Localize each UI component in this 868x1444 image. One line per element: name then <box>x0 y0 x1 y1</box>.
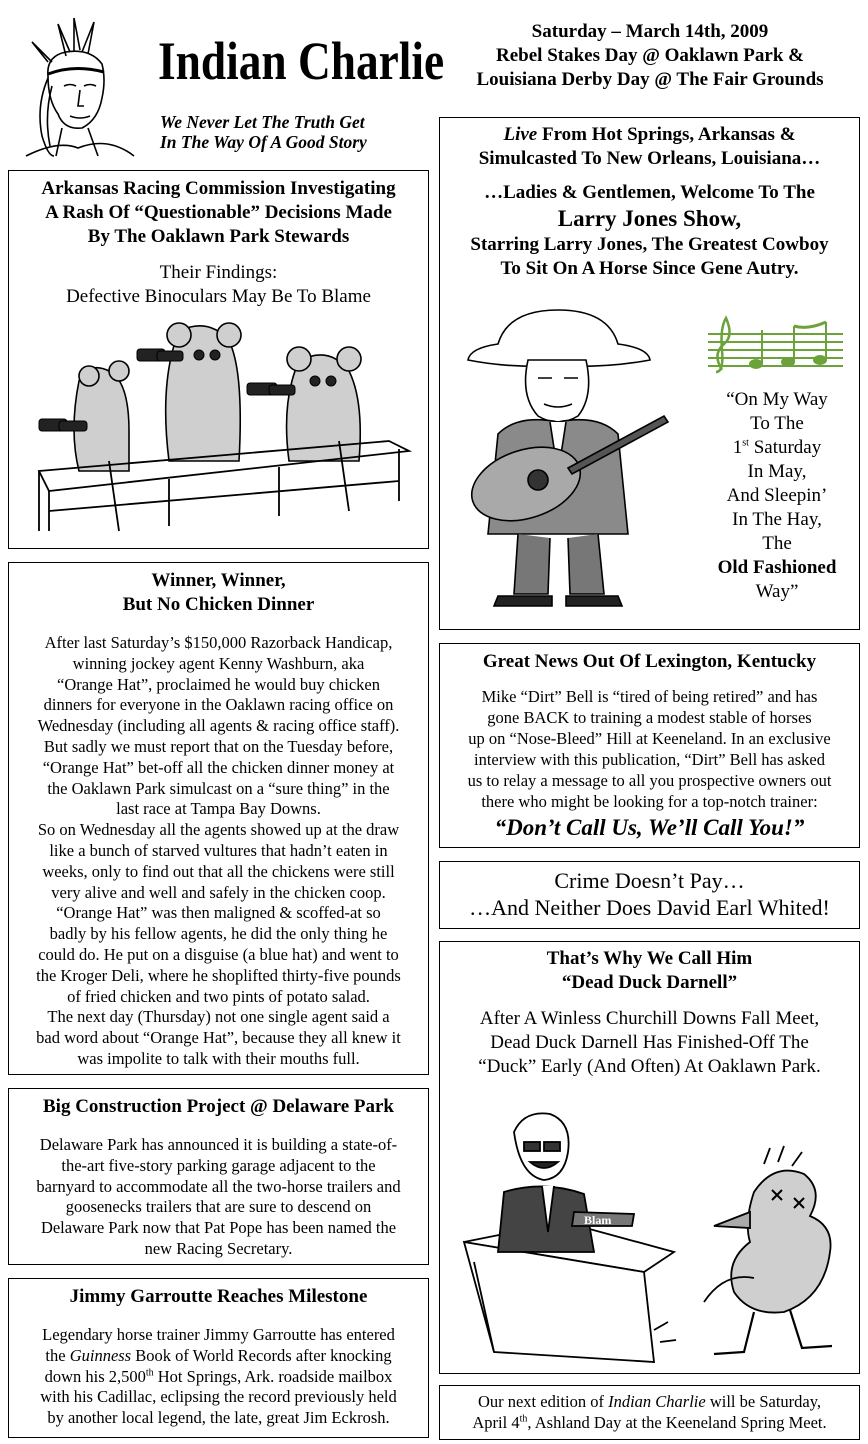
winner-headline: Winner, Winner, But No Chicken Dinner <box>122 570 315 615</box>
lexington-line: up on “Nose-Bleed” Hill at Keeneland. In an exclusive <box>468 729 831 748</box>
tagline-line-2: In The Way Of A Good Story <box>160 132 367 152</box>
dead-duck-body: After A Winless Churchill Downs Fall Meet, Dead Duck Darnell Has Finished-Off The “Duck” Early (And Often) At Oaklawn Park. <box>478 1008 821 1077</box>
next-edition-line-1: Our next edition of Indian Charlie will be Saturday, <box>477 1392 822 1411</box>
dead-duck-headline: That’s Why We Call Him “Dead Duck Darnell” <box>546 948 753 993</box>
delaware-line: barnyard to accommodate all the two-horse trailers and <box>36 1176 401 1196</box>
larry-intro: Live From Hot Springs, Arkansas & Simulcasted To New Orleans, Louisiana… <box>478 124 821 169</box>
next-edition-box <box>439 1385 860 1440</box>
garroutte-article <box>8 1278 429 1438</box>
song-lyric: “On My Way To The 1st Saturday In May, And Sleepin’ In The Hay, The Old Fashioned Way” <box>717 389 837 602</box>
issue-date: Saturday – March 14th, 2009 <box>531 21 769 42</box>
lexington-line: us to relay a message to all you prospective owners out <box>467 771 832 790</box>
winner-line: dinners for everyone in the Oaklawn racing office on <box>43 695 394 715</box>
delaware-line: Delaware Park now that Pat Pope has been named the <box>40 1218 397 1238</box>
dead-duck-article <box>439 941 860 1374</box>
delaware-body <box>9 1135 428 1260</box>
winner-line: The next day (Thursday) not one single agent said a <box>47 1007 390 1027</box>
music-notes-icon <box>708 314 843 374</box>
blam-text: Blam <box>584 1213 612 1227</box>
delaware-line: goosenecks trailers that are sure to descend on <box>65 1197 372 1217</box>
winner-line: last race at Tampa Bay Downs. <box>116 799 321 819</box>
garroutte-body <box>9 1325 428 1429</box>
cowboy-guitar-illustration <box>458 304 678 614</box>
winner-line: of fried chicken and two pints of potato salad. <box>67 986 370 1006</box>
winner-line: After last Saturday’s $150,000 Razorback Handicap, <box>44 633 393 652</box>
issue-line-2: Rebel Stakes Day @ Oaklawn Park & <box>496 45 804 66</box>
winner-line: very alive and well and safely in the chicken coop. <box>51 882 386 902</box>
issue-date-block <box>440 20 860 92</box>
lexington-line: Mike “Dirt” Bell is “tired of being retired” and has <box>481 687 818 706</box>
delaware-line: the-art five-story parking garage adjacent to the <box>61 1155 376 1175</box>
winner-line: could do. He put on a disguise (a blue hat) and went to <box>38 944 399 964</box>
winner-line: “Orange Hat”, proclaimed he would buy chicken <box>57 674 380 694</box>
lexington-quote: “Don’t Call Us, We’ll Call You!” <box>494 815 805 840</box>
winner-line: was impolite to talk with their mouths full. <box>77 1048 360 1068</box>
arkansas-article <box>8 170 429 549</box>
winner-line: the Kroger Deli, where he shoplifted thirty-five pounds <box>36 965 401 985</box>
lexington-line: interview with this publication, “Dirt” Bell has asked <box>473 750 825 769</box>
larry-welcome: …Ladies & Gentlemen, Welcome To The <box>484 182 815 203</box>
garroutte-line: Legendary horse trainer Jimmy Garroutte has entered <box>42 1325 395 1344</box>
arkansas-subhead: Their Findings: Defective Binoculars May Be To Blame <box>66 262 371 307</box>
mice-binoculars-illustration <box>19 321 419 541</box>
winner-line: “Orange Hat” was then maligned & scoffed-at so <box>56 903 381 923</box>
winner-line: winning jockey agent Kenny Washburn, aka <box>72 653 365 673</box>
lexington-line: there who might be looking for a top-notch trainer: <box>481 792 818 811</box>
winner-article <box>8 562 429 1075</box>
larry-starring: Starring Larry Jones, The Greatest Cowboy To Sit On A Horse Since Gene Autry. <box>470 234 829 279</box>
masthead <box>8 10 445 165</box>
lexington-headline: Great News Out Of Lexington, Kentucky <box>482 651 817 672</box>
crime-line-1: Crime Doesn’t Pay… <box>554 868 745 893</box>
masthead-tagline <box>160 112 367 152</box>
delaware-line: new Racing Secretary. <box>144 1238 293 1258</box>
issue-line-3: Louisiana Derby Day @ The Fair Grounds <box>476 69 824 90</box>
delaware-line: Delaware Park has announced it is building a state-of- <box>39 1135 398 1154</box>
winner-line: “Orange Hat” bet-off all the chicken dinner money at <box>42 757 395 777</box>
winner-line: But sadly we must report that on the Tuesday before, <box>43 736 394 756</box>
duck-shooting-illustration <box>454 1102 850 1370</box>
winner-body <box>9 633 428 1070</box>
winner-line: like a bunch of starved vultures that hadn’t eaten in <box>49 840 388 860</box>
garroutte-line: with his Cadillac, eclipsing the record previously held <box>40 1387 397 1407</box>
crime-line-2: …And Neither Does David Earl Whited! <box>469 895 830 920</box>
winner-line: the Oaklawn Park simulcast on a “sure thing” in the <box>47 778 390 798</box>
indian-head-logo <box>18 16 138 161</box>
winner-line: Wednesday (including all agents & racing office staff). <box>37 716 400 736</box>
delaware-article <box>8 1088 429 1265</box>
larry-show-title: Larry Jones Show, <box>557 206 742 231</box>
garroutte-headline: Jimmy Garroutte Reaches Milestone <box>69 1286 368 1307</box>
lexington-body <box>440 686 859 812</box>
larry-jones-article <box>439 117 860 630</box>
garroutte-line: down his 2,500th Hot Springs, Ark. roadside mailbox <box>44 1366 393 1386</box>
arkansas-headline: Arkansas Racing Commission Investigating A Rash Of “Questionable” Decisions Made By The Oaklawn Park Stewards <box>41 178 396 247</box>
tagline-line-1: We Never Let The Truth Get <box>160 112 365 132</box>
delaware-headline: Big Construction Project @ Delaware Park <box>43 1096 394 1117</box>
masthead-title: Indian Charlie <box>158 31 445 91</box>
crime-article <box>439 861 860 929</box>
winner-line: So on Wednesday all the agents showed up at the draw <box>37 820 400 840</box>
winner-line: badly by his fellow agents, he did the only thing he <box>49 924 388 944</box>
winner-line: bad word about “Orange Hat”, because they all knew it <box>36 1028 401 1048</box>
garroutte-line: the Guinness Book of World Records after knocking <box>45 1345 392 1365</box>
garroutte-line: by another local legend, the late, great Jim Eckrosh. <box>47 1408 390 1428</box>
lexington-article <box>439 643 860 848</box>
lexington-line: gone BACK to training a modest stable of horses <box>487 708 812 727</box>
next-edition-line-2: April 4th, Ashland Day at the Keeneland Spring Meet. <box>472 1413 827 1432</box>
winner-line: weeks, only to find out that all the chickens were still <box>42 861 395 881</box>
